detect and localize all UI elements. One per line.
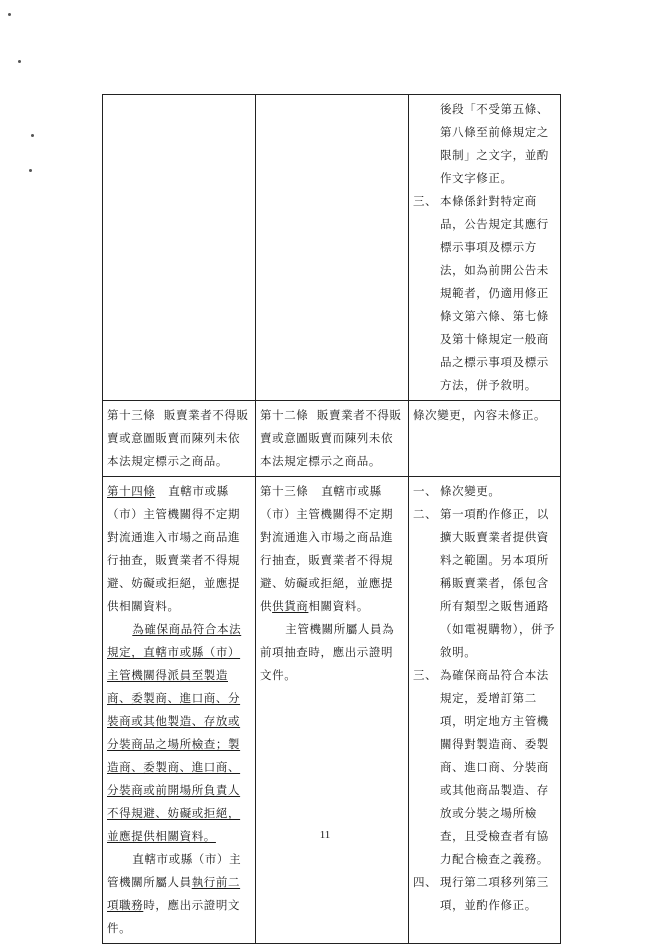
article-body: 直轄市或縣（市）主管機關所屬人員: [107, 852, 242, 889]
item-text: 本條係針對特定商品，公告規定其應行標示事項及標示方法，如為前開公告未規範者，仍適用修正條文第六條、第七條及第十條規定一般商品之標示事項及標示方法，併予敘明。: [440, 194, 549, 392]
item-marker: 三、: [413, 194, 438, 208]
current-text-cell: [256, 477, 409, 944]
item-text: 條次變更。: [440, 484, 501, 498]
current-text-cell: [256, 95, 409, 401]
table-row-article-13: [103, 401, 561, 477]
article-paragraph: [107, 404, 251, 473]
comparison-table: [102, 94, 561, 944]
article-paragraph: [107, 480, 251, 618]
article-heading: 第十四條: [107, 484, 156, 498]
amended-text-cell: [103, 477, 256, 944]
item-text: 現行第二項移列第三項，並酌作修正。: [440, 875, 549, 912]
explanation-item: [413, 480, 556, 503]
current-text-cell: [256, 401, 409, 477]
article-body-removed: 供貨商: [272, 599, 309, 613]
scan-speck: [8, 13, 11, 16]
item-text: 第一項酌作修正，以擴大販賣業者提供資料之範圍。另本項所稱販賣業者，係包含所有類型之販售通路（如電視購物），併予敘明。: [440, 507, 556, 659]
scan-speck: [29, 169, 32, 172]
explanation-cell: [409, 477, 561, 944]
article-paragraph: [260, 480, 404, 618]
explanation-cell: [409, 95, 561, 401]
article-body: 相關資料。: [308, 599, 369, 613]
explanation-text: 條次變更，內容未修正。: [413, 408, 547, 422]
item-marker: 四、: [413, 875, 438, 889]
amended-text-cell: [103, 401, 256, 477]
explanation-item: [413, 871, 556, 917]
article-body: 販賣業者不得販賣或意圖販賣而陳列未依本法規定標示之商品。: [260, 408, 402, 468]
article-paragraph-added: 為確保商品符合本法規定，直轄市或縣（市）主管機關得派員至製造商、委製商、進口商、分裝商或其他製造、存放或分裝商品之場所檢查；製造商、委製商、進口商、分裝商或前開場所負責人不得規避、妨礙或拒絕，並應提供相關資料。: [107, 622, 242, 843]
article-heading: 第十二條: [260, 408, 309, 422]
scan-speck: [18, 60, 21, 63]
article-paragraph: [107, 848, 251, 940]
article-body: 時，應出示證明文件。: [107, 898, 241, 935]
scan-speck: [31, 134, 34, 137]
item-marker: 三、: [413, 668, 438, 682]
article-body: 直轄市或縣（市）主管機關得不定期對流通進入市場之商品進行抽查，販賣業者不得規避、妨礙或拒絕，並應提供相關資料。: [107, 484, 241, 613]
explanation-continuation: 後段「不受第五條、第八條至前條規定之限制」之文字，並酌作文字修正。: [440, 102, 549, 185]
table-row-article-14: [103, 477, 561, 944]
item-marker: 二、: [413, 507, 438, 521]
article-body: 直轄市或縣（市）主管機關得不定期對流通進入市場之商品進行抽查，販賣業者不得規避、妨礙或拒絕，並應提供: [260, 484, 394, 613]
amended-text-cell: [103, 95, 256, 401]
explanation-item: [413, 190, 556, 397]
item-text: 為確保商品符合本法規定，爰增訂第二項，明定地方主管機關得對製造商、委製商、進口商、分裝商或其他商品製造、存放或分裝之場所檢查，且受檢查者有協力配合檢查之義務。: [440, 668, 549, 866]
explanation-cell: [409, 401, 561, 477]
article-paragraph: [260, 404, 404, 473]
table-row-continuation: [103, 95, 561, 401]
article-body: 販賣業者不得販賣或意圖販賣而陳列未依本法規定標示之商品。: [107, 408, 249, 468]
article-paragraph: 主管機關所屬人員為前項抽查時，應出示證明文件。: [260, 622, 395, 682]
article-heading: 第十三條: [107, 408, 156, 422]
article-heading: 第十三條: [260, 484, 309, 498]
page-number: 11: [319, 829, 331, 841]
explanation-item: [413, 503, 556, 664]
article-body-amended: 執行前二項職務: [107, 875, 241, 912]
item-marker: 一、: [413, 484, 438, 498]
